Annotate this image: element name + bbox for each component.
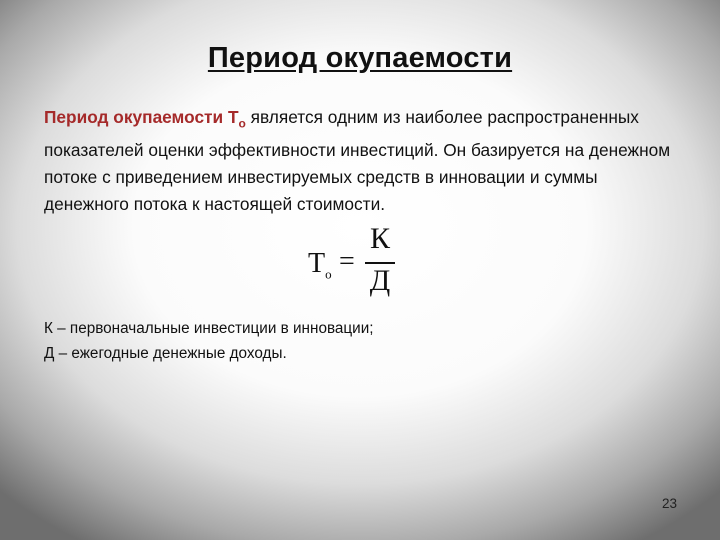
definitions-list [44,316,374,366]
term-subscript: о [238,116,246,131]
definition-item: Д – ежегодные денежные доходы. [44,345,287,362]
term-highlight [44,107,246,131]
formula-equals: = [339,246,355,277]
page-number: 23 [661,496,677,511]
formula-lhs [308,248,332,283]
formula-denominator: Д [369,264,391,297]
payback-formula [308,222,428,306]
definition-item: К – первоначальные инвестиции в инновации; [44,320,374,337]
paragraph-text: является одним из наиболее распространенных показателей оценки эффективности инвестиций. Он базируется на денежном потоке с приведением инвестируемых средств в инновации и суммы денежного потока к настоящей стоимости. [44,107,671,215]
term-name: Период окупаемости Т [44,107,239,127]
slide-title: Период окупаемости [207,42,513,74]
formula-lhs-subscript: о [325,266,332,282]
formula-lhs-symbol: Т [308,248,326,279]
intro-paragraph [44,104,674,218]
formula-numerator: К [369,222,390,255]
